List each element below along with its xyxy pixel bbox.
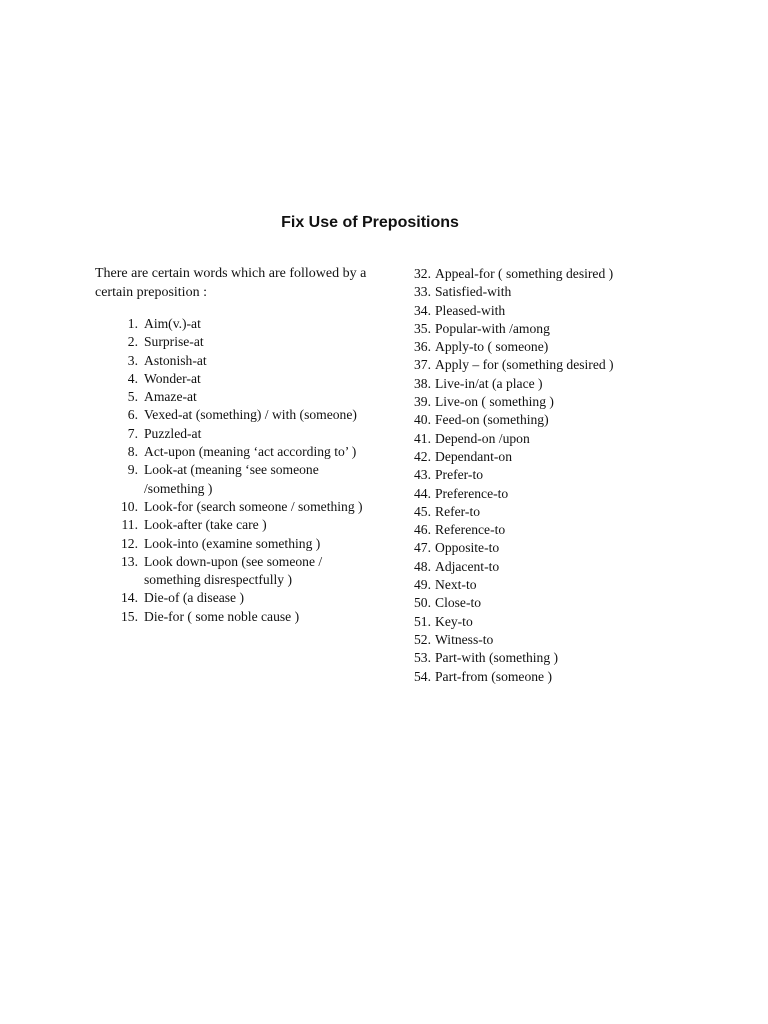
list-item-number: 3.	[127, 352, 138, 368]
list-item-text: Apply-to ( someone)	[435, 339, 549, 355]
list-item	[114, 608, 364, 626]
list-item-number: 44.	[414, 485, 431, 501]
list-item-number: 7.	[127, 425, 138, 441]
list-item	[114, 352, 364, 370]
list-item-text: Next-to	[435, 577, 477, 593]
list-item	[414, 302, 754, 320]
list-item-text: Part-from (someone )	[435, 668, 553, 684]
list-item-text: Popular-with /among	[435, 320, 550, 336]
list-item	[114, 516, 364, 534]
list-item	[114, 443, 364, 461]
list-item-text: Preference-to	[435, 485, 509, 501]
list-item-number: 52.	[414, 631, 431, 647]
list-item-number: 10.	[121, 498, 138, 514]
list-item-number: 5.	[127, 389, 138, 405]
list-item-number: 38.	[414, 375, 431, 391]
list-item-number: 2.	[127, 334, 138, 350]
list-item-number: 40.	[414, 412, 431, 428]
list-item	[414, 265, 754, 283]
list-item-text: Live-on ( something )	[435, 394, 554, 410]
list-item	[414, 485, 754, 503]
list-item	[114, 553, 364, 590]
list-item	[414, 558, 754, 576]
list-item-text: Close-to	[435, 595, 482, 611]
list-item	[114, 406, 364, 424]
list-item-text: Astonish-at	[144, 352, 207, 368]
list-item	[114, 425, 364, 443]
list-item-text: Live-in/at (a place )	[435, 375, 543, 391]
list-item	[414, 594, 754, 612]
list-item-number: 6.	[127, 407, 138, 423]
list-item-number: 42.	[414, 448, 431, 464]
list-item-text: Feed-on (something)	[435, 412, 549, 428]
list-item	[414, 411, 754, 429]
list-item-number: 37.	[414, 357, 431, 373]
list-item-number: 54.	[414, 668, 431, 684]
list-item	[414, 375, 754, 393]
list-item-number: 50.	[414, 595, 431, 611]
list-item	[414, 393, 754, 411]
list-item	[114, 461, 364, 498]
list-item-text: Surprise-at	[144, 334, 204, 350]
list-item-text: Look-after (take care )	[144, 517, 267, 533]
list-item-text: Dependant-on	[435, 448, 513, 464]
list-item-text: Reference-to	[435, 522, 506, 538]
list-item	[414, 631, 754, 649]
list-item-number: 39.	[414, 394, 431, 410]
list-item-number: 43.	[414, 467, 431, 483]
list-item-number: 36.	[414, 339, 431, 355]
list-item-text: Vexed-at (something) / with (someone)	[144, 407, 357, 423]
page-title: Fix Use of Prepositions	[281, 214, 459, 231]
list-item	[114, 370, 364, 388]
list-item-number: 49.	[414, 577, 431, 593]
list-item	[114, 535, 364, 553]
list-item-text: Depend-on /upon	[435, 430, 530, 446]
list-item-text: Amaze-at	[144, 389, 197, 405]
list-item-text: Refer-to	[435, 503, 481, 519]
list-item-text: Look down-upon (see someone / something disrespectfully )	[144, 553, 323, 588]
list-item-number: 41.	[414, 430, 431, 446]
list-item	[114, 498, 364, 516]
list-item-number: 53.	[414, 650, 431, 666]
list-item	[114, 333, 364, 351]
list-item-number: 12.	[121, 535, 138, 551]
list-item	[414, 320, 754, 338]
list-item-number: 46.	[414, 522, 431, 538]
list-item-number: 47.	[414, 540, 431, 556]
list-item-number: 4.	[127, 370, 138, 386]
list-item	[414, 649, 754, 667]
list-item-text: Puzzled-at	[144, 425, 202, 441]
list-item-number: 14.	[121, 590, 138, 606]
list-item-number: 11.	[121, 517, 138, 533]
list-item	[414, 503, 754, 521]
list-item-number: 35.	[414, 320, 431, 336]
list-item	[414, 668, 754, 686]
list-item-text: Witness-to	[435, 631, 494, 647]
list-item	[114, 589, 364, 607]
list-item-number: 45.	[414, 503, 431, 519]
list-item-text: Aim(v.)-at	[144, 316, 201, 331]
intro-paragraph: There are certain words which are followed by a certain preposition :	[95, 266, 367, 300]
list-item-text: Part-with (something )	[435, 650, 559, 666]
list-item-number: 13.	[121, 553, 138, 569]
list-item-text: Apply – for (something desired )	[435, 357, 614, 373]
list-item-text: Pleased-with	[435, 302, 506, 318]
left-preposition-list	[114, 315, 364, 688]
list-item-text: Key-to	[435, 613, 473, 629]
list-item-text: Act-upon (meaning ‘act according to’ )	[144, 444, 357, 460]
list-item	[114, 388, 364, 406]
right-preposition-list	[414, 265, 754, 686]
list-item	[414, 356, 754, 374]
list-item	[414, 521, 754, 539]
list-item-number: 9.	[127, 462, 138, 478]
list-item	[114, 315, 364, 333]
list-item-text: Die-for ( some noble cause )	[144, 608, 300, 624]
list-item-text: Satisfied-with	[435, 284, 512, 300]
list-item-text: Prefer-to	[435, 467, 484, 483]
list-item-text: Appeal-for ( something desired )	[435, 266, 614, 281]
list-item-text: Die-of (a disease )	[144, 590, 245, 606]
list-item	[414, 576, 754, 594]
list-item	[414, 466, 754, 484]
list-item-text: Look-for (search someone / something )	[144, 498, 363, 514]
list-item-text: Opposite-to	[435, 540, 500, 556]
list-item	[414, 283, 754, 301]
list-item	[414, 448, 754, 466]
list-item-number: 33.	[414, 284, 431, 300]
list-item-text: Adjacent-to	[435, 558, 500, 574]
list-item	[414, 338, 754, 356]
list-item-number: 48.	[414, 558, 431, 574]
list-item-number: 51.	[414, 613, 431, 629]
list-item-number: 34.	[414, 302, 431, 318]
list-item-number: 15.	[121, 608, 138, 624]
list-item	[414, 430, 754, 448]
list-item-number: 32.	[414, 266, 431, 281]
list-item-number: 8.	[127, 444, 138, 460]
list-item-text: Look-into (examine something )	[144, 535, 321, 551]
list-item-number: 1.	[127, 316, 138, 331]
list-item-text: Wonder-at	[144, 370, 201, 386]
list-item	[414, 539, 754, 557]
list-item	[414, 613, 754, 631]
list-item-text: Look-at (meaning ‘see someone /something )	[144, 462, 319, 496]
